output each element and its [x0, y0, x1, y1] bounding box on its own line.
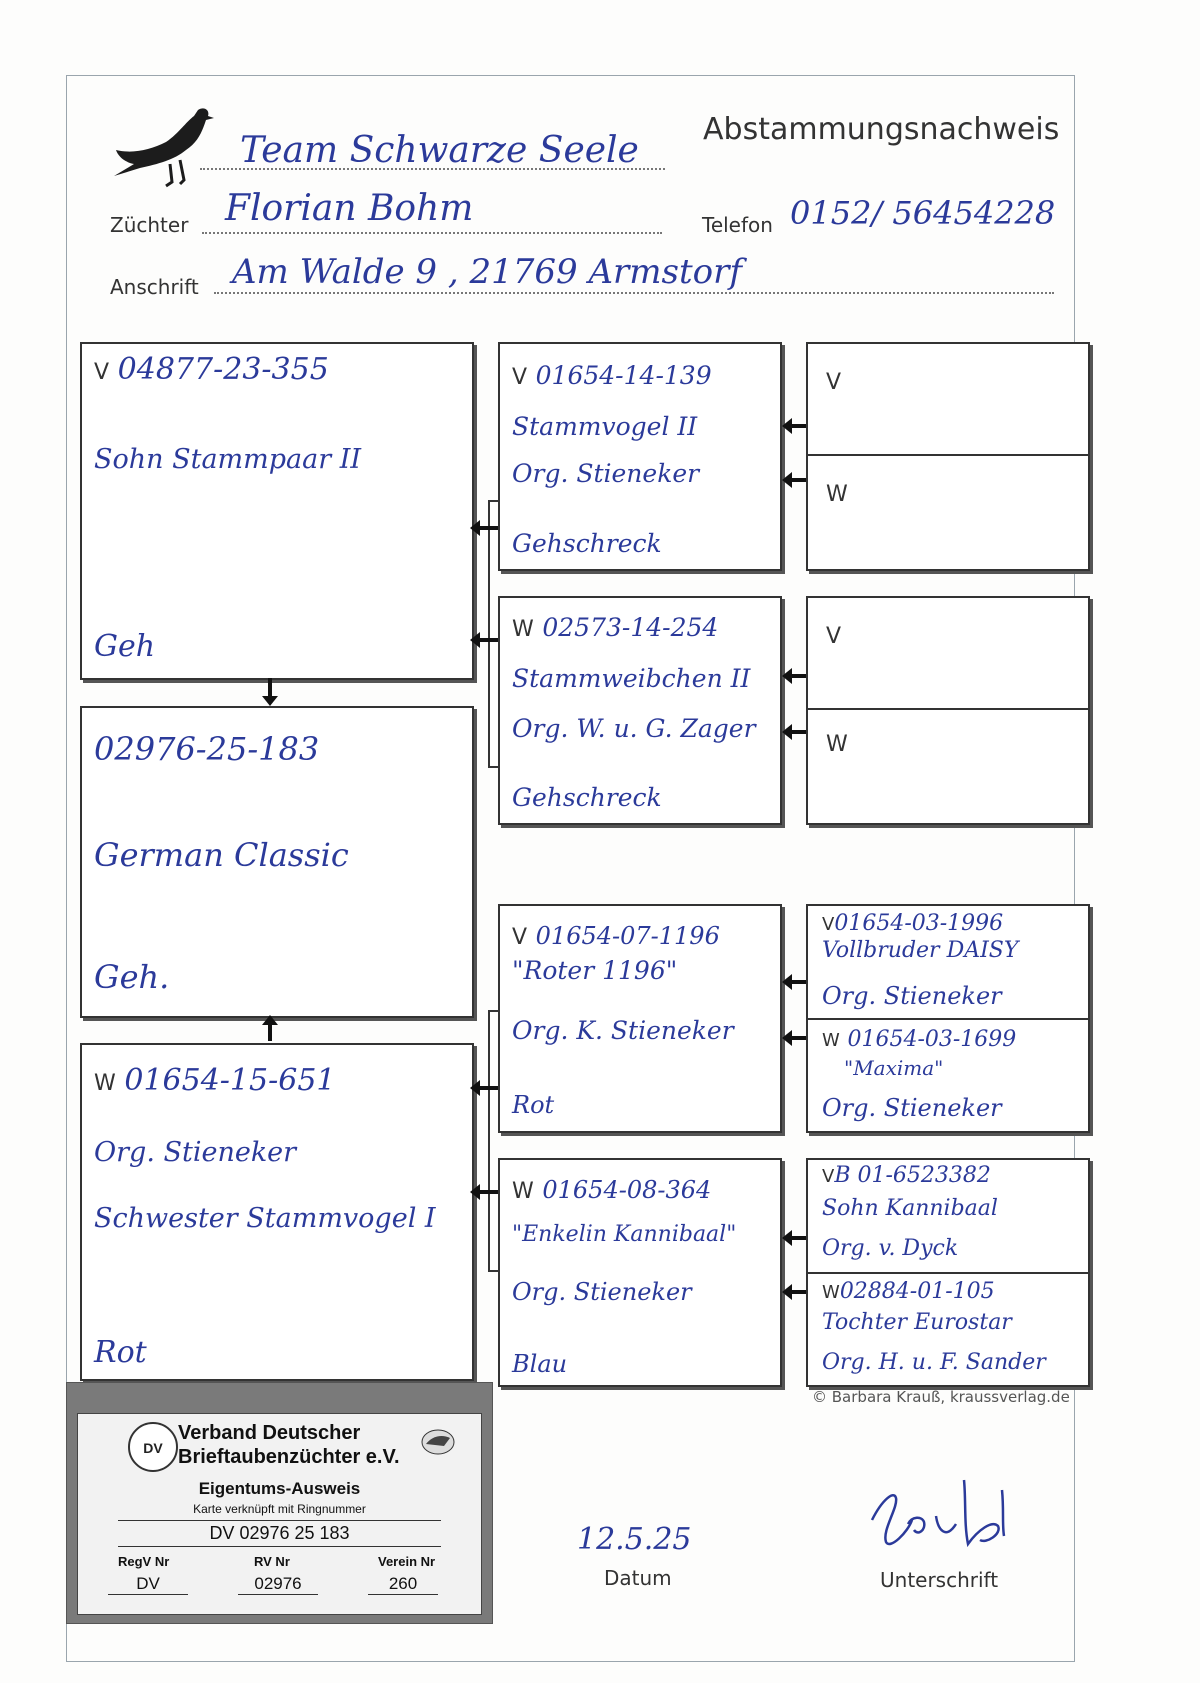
team-dotted-line — [200, 168, 665, 170]
bird-box — [80, 706, 474, 1018]
mm-origin: Org. Stieneker — [512, 1278, 692, 1306]
fmm-box — [806, 708, 1090, 825]
signature-mark — [852, 1460, 1032, 1560]
vdb-logo-icon — [128, 1422, 178, 1472]
document-title: Abstammungsnachweis — [703, 112, 1060, 147]
ownership-card — [66, 1382, 493, 1624]
card-verein-label: Verein Nr — [378, 1554, 436, 1569]
father-branch-vline — [488, 500, 490, 768]
mm-name: "Enkelin Kannibaal" — [512, 1222, 737, 1247]
copyright-text: © Barbara Krauß, kraussverlag.de — [812, 1388, 1070, 1406]
mfm-sex: W — [822, 1030, 840, 1051]
mm-box — [498, 1158, 782, 1387]
mm-color: Blau — [512, 1350, 568, 1378]
card-org-line1: Verband Deutscher — [178, 1422, 361, 1444]
fm-ring: 02573-14-254 — [542, 613, 719, 642]
ff-name: Stammvogel II — [512, 412, 698, 441]
date-value: 12.5.25 — [577, 1522, 692, 1557]
mff-box — [806, 904, 1090, 1020]
mmm-box — [806, 1272, 1090, 1387]
mm-arrow — [478, 1190, 500, 1194]
ff-origin: Org. Stieneker — [512, 459, 700, 488]
pigeon-logo-icon — [110, 102, 220, 192]
svg-text:DV: DV — [143, 1440, 163, 1456]
mf-arrow — [478, 1086, 500, 1090]
bird-name: German Classic — [94, 836, 349, 874]
mother-to-bird-arrow — [268, 1023, 272, 1041]
card-subtitle: Karte verknüpft mit Ringnummer — [193, 1502, 366, 1516]
father-color: Geh — [94, 629, 156, 664]
father-branch-h2 — [488, 766, 498, 768]
address-value: Am Walde 9 , 21769 Armstorf — [232, 252, 742, 292]
mf-color: Rot — [512, 1091, 555, 1119]
ownership-card-inner — [77, 1413, 482, 1615]
mother-branch-h2 — [488, 1270, 498, 1272]
ff-ring: 01654-14-139 — [535, 361, 712, 390]
team-name: Team Schwarze Seele — [240, 130, 639, 171]
address-label: Anschrift — [110, 275, 199, 299]
fm-sex: W — [512, 617, 534, 642]
breeder-dotted-line — [202, 232, 662, 234]
fm-name: Stammweibchen II — [512, 664, 751, 693]
mff-origin: Org. Stieneker — [822, 982, 1002, 1010]
ff-sex: V — [512, 365, 528, 390]
mother-branch-vline — [488, 1010, 490, 1272]
signature-label: Unterschrift — [880, 1568, 999, 1592]
pigeon-badge-icon — [418, 1426, 458, 1458]
mff-desc: Vollbruder DAISY — [822, 938, 1019, 963]
mother-color: Rot — [94, 1335, 147, 1370]
mmf-desc: Sohn Kannibaal — [822, 1196, 998, 1221]
ffm-sex: W — [826, 482, 848, 507]
mf-box — [498, 904, 782, 1133]
card-org-line2: Brieftaubenzüchter e.V. — [178, 1446, 400, 1468]
breeder-name: Florian Bohm — [225, 188, 474, 229]
card-rv-value: 02976 — [238, 1574, 318, 1595]
fmm-sex: W — [826, 732, 848, 757]
mf-origin: Org. K. Stieneker — [512, 1016, 734, 1045]
ff-arrow — [478, 526, 500, 530]
card-ring-number: DV 02976 25 183 — [118, 1520, 441, 1547]
bird-color: Geh. — [94, 958, 170, 996]
mfm-origin: Org. Stieneker — [822, 1094, 1002, 1122]
father-box — [80, 342, 474, 680]
father-sex: V — [94, 360, 110, 385]
mf-name: "Roter 1196" — [512, 956, 678, 985]
mmf-sex: V — [822, 1166, 835, 1187]
mfm-box — [806, 1018, 1090, 1133]
mf-sex: V — [512, 925, 528, 950]
card-rv-label: RV Nr — [254, 1554, 290, 1569]
card-title: Eigentums-Ausweis — [198, 1479, 361, 1498]
phone-number: 0152/ 56454228 — [790, 194, 1056, 232]
father-branch-h1 — [488, 500, 498, 502]
mother-origin: Org. Stieneker — [94, 1137, 297, 1168]
card-verein-value: 260 — [368, 1574, 438, 1595]
mmf-origin: Org. v. Dyck — [822, 1236, 959, 1261]
mmm-desc: Tochter Eurostar — [822, 1310, 1012, 1335]
mf-ring: 01654-07-1196 — [535, 922, 720, 950]
mother-branch-h1 — [488, 1010, 498, 1012]
mother-desc: Schwester Stammvogel I — [94, 1203, 436, 1234]
fmf-sex: V — [826, 624, 842, 649]
fm-origin: Org. W. u. G. Zager — [512, 714, 756, 743]
mfm-ring: 01654-03-1699 — [847, 1027, 1017, 1052]
mm-ring: 01654-08-364 — [542, 1176, 712, 1204]
mmf-ring: B 01-6523382 — [834, 1163, 991, 1188]
ffm-box — [806, 454, 1090, 571]
date-label: Datum — [604, 1566, 672, 1590]
phone-label: Telefon — [702, 213, 773, 237]
father-desc: Sohn Stammpaar II — [94, 444, 362, 475]
mmm-ring: 02884-01-105 — [839, 1279, 995, 1304]
address-dotted-line — [214, 292, 1054, 294]
mmf-box — [806, 1158, 1090, 1274]
mfm-desc: "Maxima" — [844, 1056, 944, 1080]
mother-sex: W — [94, 1071, 116, 1096]
ff-box — [498, 342, 782, 571]
card-regv-label: RegV Nr — [118, 1554, 170, 1569]
card-regv-value: DV — [108, 1574, 188, 1595]
mmm-sex: W — [822, 1282, 840, 1303]
fm-color: Gehschreck — [512, 783, 662, 812]
fm-box — [498, 596, 782, 825]
mm-sex: W — [512, 1179, 534, 1204]
fm-arrow — [478, 638, 500, 642]
ff-color: Gehschreck — [512, 529, 662, 558]
father-ring: 04877-23-355 — [117, 352, 329, 387]
mother-ring: 01654-15-651 — [124, 1063, 336, 1098]
fff-box — [806, 342, 1090, 456]
mother-box — [80, 1043, 474, 1381]
father-to-bird-arrow — [268, 678, 272, 698]
mff-ring: 01654-03-1996 — [834, 911, 1004, 936]
mmm-origin: Org. H. u. F. Sander — [822, 1350, 1046, 1375]
bird-ring: 02976-25-183 — [94, 730, 320, 768]
fmf-box — [806, 596, 1090, 710]
fff-sex: V — [826, 370, 842, 395]
mff-sex: V — [822, 914, 835, 935]
breeder-label: Züchter — [110, 213, 189, 237]
